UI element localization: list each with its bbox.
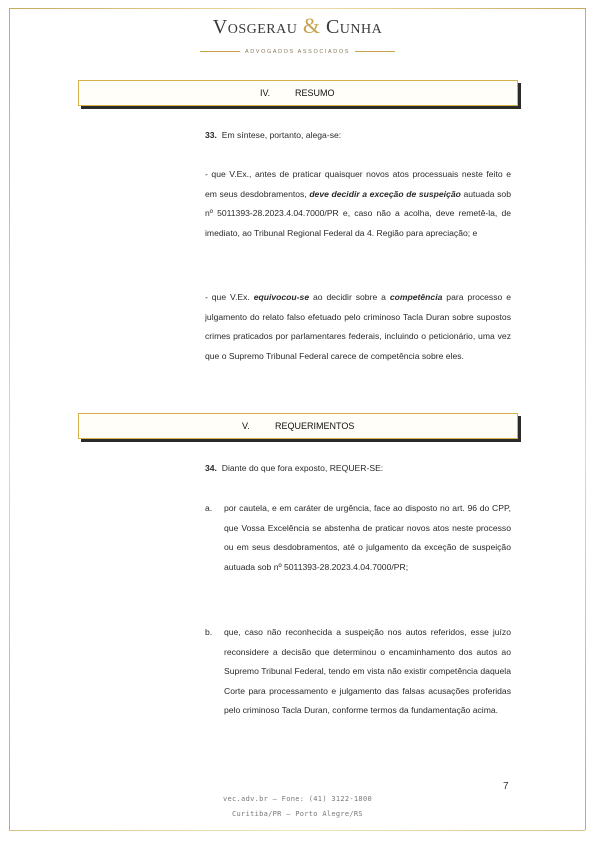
resumo-item-1: [205, 165, 511, 243]
logo-name-right: Cunha: [325, 16, 383, 38]
emphasis-run: se abstenha de praticar novos atos neste processo: [312, 522, 511, 533]
list-marker-a: a.: [205, 503, 213, 513]
logo-ampersand: &: [302, 13, 321, 38]
paragraph-33: [205, 126, 511, 146]
firm-logo-tagline: ADVOGADOS ASSOCIADOS: [244, 48, 351, 55]
text-run: para processo e julgamento do relato falso efetuado pelo criminoso Tacla Duran sobre supostos crimes praticados por parlamentares federais, incluindo o peticionário, uma vez que o Supremo Tribunal Federal carece de competência sobre eles.: [205, 292, 511, 361]
request-item-b: [224, 623, 511, 721]
firm-logo-tagline-row: [200, 49, 395, 55]
footer-locations: Curitiba/PR – Porto Alegre/RS: [232, 810, 363, 818]
emphasis-run: reconsidere: [224, 646, 269, 657]
section-title: RESUMO: [295, 88, 335, 98]
emphasis-run: deve decidir a exceção de suspeição: [309, 188, 461, 199]
frame-left-line: [9, 8, 10, 830]
firm-logo: [0, 14, 595, 57]
text-run: por cautela, e em caráter de urgência, face ao disposto no art. 96 do CPP, que Vossa Excelência: [224, 503, 511, 533]
paragraph-number: 33.: [205, 130, 217, 140]
section-number: V.: [242, 421, 250, 431]
page-number: 7: [503, 781, 509, 792]
list-marker-b: b.: [205, 627, 213, 637]
paragraph-text: Diante do que fora exposto, REQUER-SE:: [221, 463, 384, 473]
paragraph-text: Em síntese, portanto, alega-se:: [221, 130, 342, 140]
paragraph-number: 34.: [205, 463, 217, 473]
request-item-a: [224, 499, 511, 577]
logo-name-left: Vosgerau: [212, 16, 298, 38]
frame-bottom-line: [9, 830, 585, 831]
resumo-item-2: [205, 288, 511, 366]
section-number: IV.: [260, 88, 271, 98]
text-run: - que V.Ex., antes de praticar quaisquer novos atos processuais neste feito e em seus desdobramentos,: [205, 169, 511, 199]
section-header-resumo: [78, 80, 518, 106]
footer-contact: vec.adv.br – Fone: (41) 3122-1800: [223, 795, 372, 803]
section-header-requerimentos: [78, 413, 518, 439]
tagline-rule-right: [355, 51, 395, 52]
text-run: que, caso não reconhecida a suspeição nos autos referidos, esse juízo: [224, 627, 511, 637]
emphasis-run: equivocou-se: [253, 292, 310, 302]
text-run: ao decidir sobre a: [309, 292, 390, 302]
frame-right-line: [585, 8, 586, 830]
text-run: ou em seus desdobramentos, até o julgamento da exceção de suspeição autuada sob nº 5011393-28.2023.4.04.7000/PR;: [224, 542, 511, 572]
text-run: - que V.Ex.: [205, 292, 254, 302]
frame-top-line: [9, 8, 585, 9]
text-run: a decisão que determinou o encaminhamento dos autos ao Supremo Tribunal Federal, tendo em vista não existir competência daquela Corte para processamento e julgamento das falsas acusações proferidas pelo criminoso Tacla Duran, conforme termos da fundamentação acima.: [224, 646, 511, 715]
section-title: REQUERIMENTOS: [275, 421, 355, 431]
emphasis-run: competência: [389, 292, 443, 302]
paragraph-34: [205, 459, 511, 479]
firm-logo-name: [0, 14, 595, 39]
tagline-rule-left: [200, 51, 240, 52]
text-run: autuada sob nº 5011393-28.2023.4.04.7000/PR e, caso não a acolha, deve remetê-la, de imediato, ao Tribunal Regional Federal da 4. Região para apreciação; e: [205, 188, 511, 238]
